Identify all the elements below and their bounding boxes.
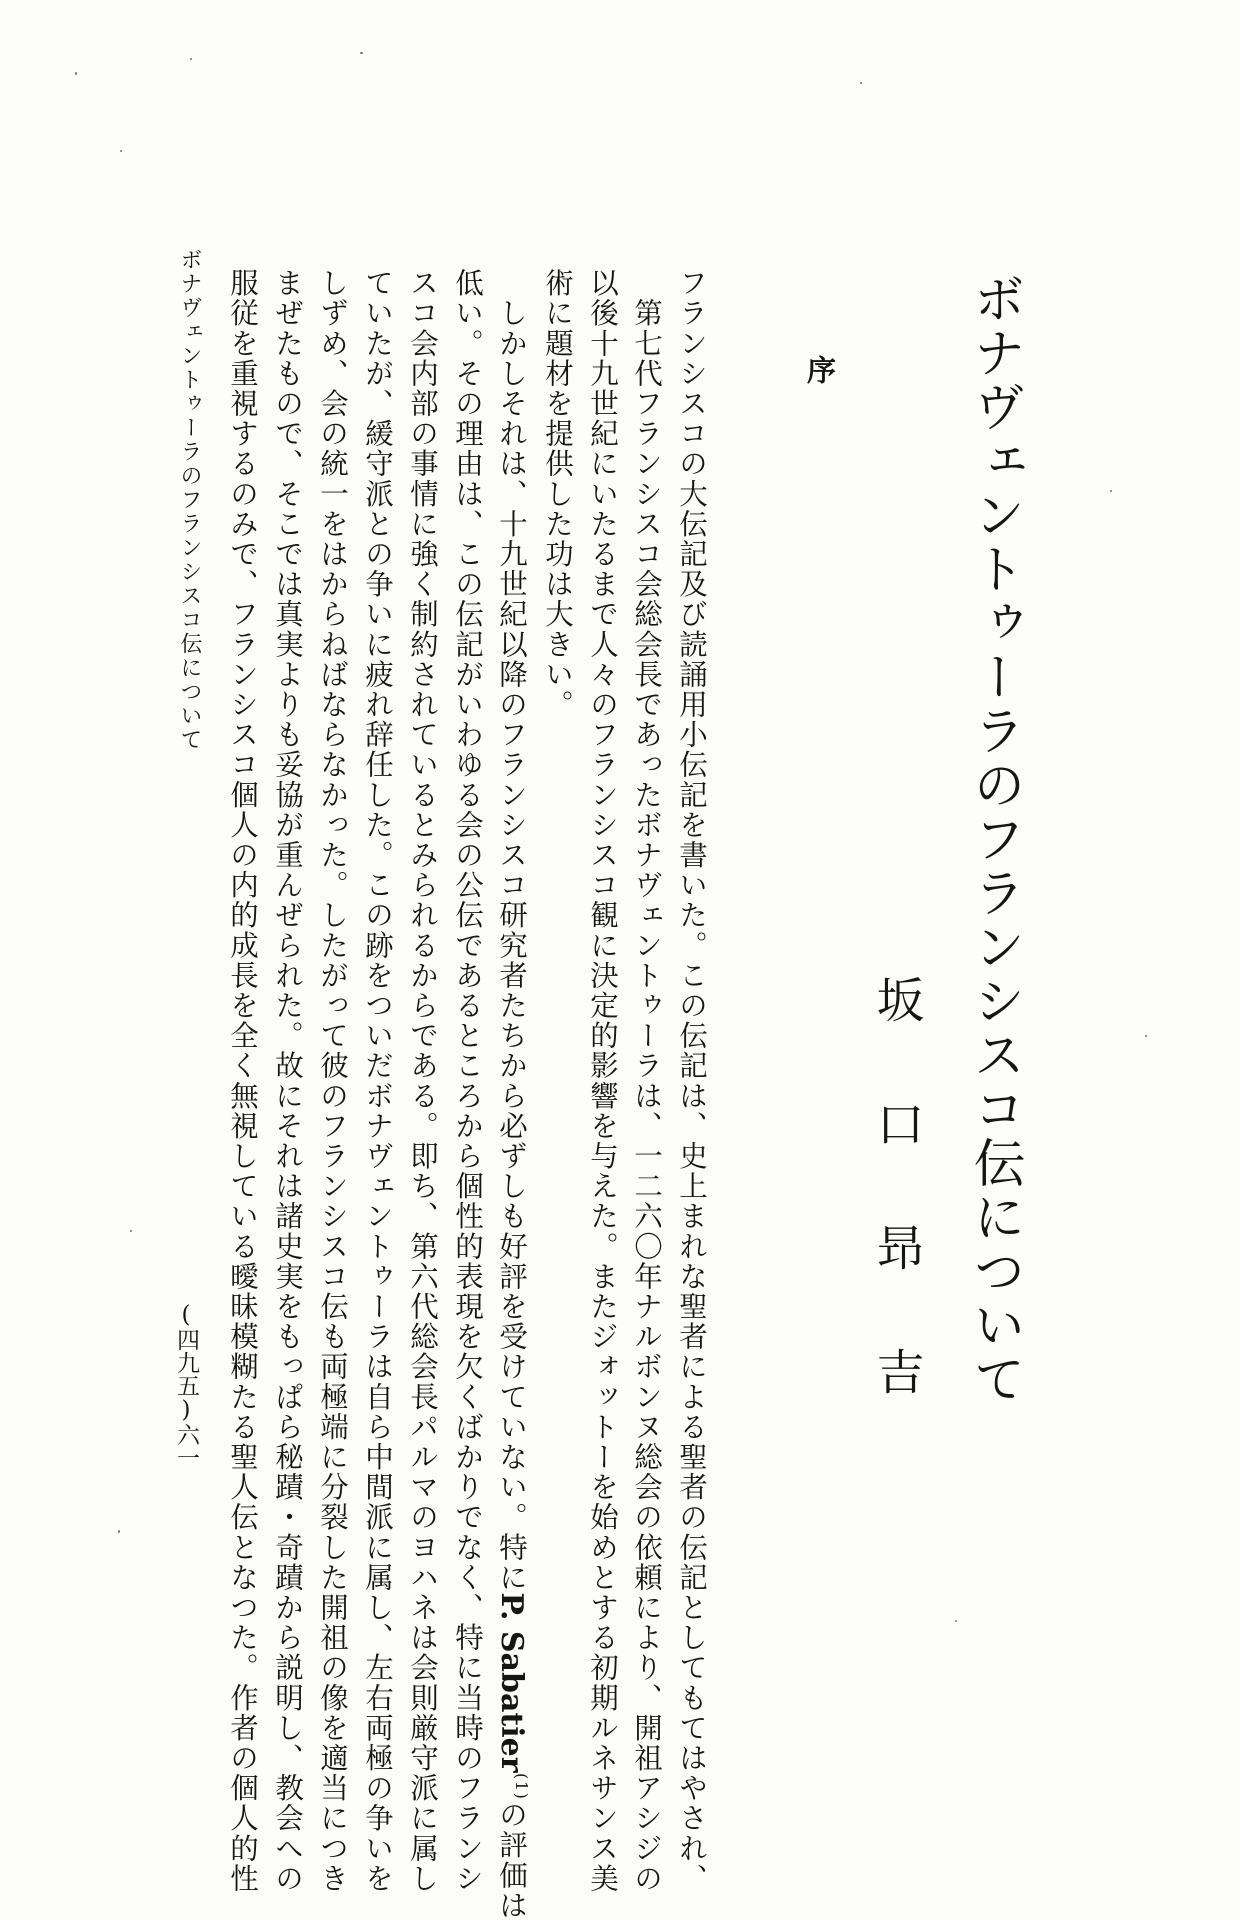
body-line: 第七代フランシスコ会総会長であったボナヴェントゥーラは、一二六〇年ナルボンヌ総会の依頼により、開祖アシジの [630, 268, 663, 1894]
scan-speck [860, 82, 862, 84]
body-line: ていたが、緩守派との争いに疲れ辞任した。この跡をついだボナヴェントゥーラは自ら中間派に属し、左右両極の争いを [361, 268, 394, 1894]
body-line: の評価は [495, 1800, 528, 1920]
author-char: 坂 [868, 975, 924, 1023]
scan-speck [1110, 490, 1112, 492]
body-line: 服従を重視するのみで、フランシスコ個人の内的成長を全く無視している曖昧模糊たる聖人伝となつた。作者の個人的性 [226, 268, 259, 1894]
body-line: まぜたもので、そこでは真実よりも妥協が重んぜられた。故にそれは諸史実をもっぱら秘蹟・奇蹟から説明し、教会への [271, 268, 304, 1894]
body-line: フランシスコの大伝記及び読誦用小伝記を書いた。この伝記は、史上まれな聖者による聖者の伝記としてもてはやされ、 [675, 268, 708, 1894]
footnote-reference: (1) [512, 1772, 531, 1801]
scan-speck [360, 52, 363, 54]
body-line: しずめ、会の統一をはからねばならなかった。したがって彼のフランシスコ伝も両極端に分裂した開祖の像を適当につき [316, 268, 349, 1894]
page-number: 六一 [173, 1423, 199, 1469]
body-line: しかしそれは、十九世紀以降のフランシスコ研究者たちから必ずしも好評を受けていない。特に [495, 268, 528, 1593]
issue-page-number: (四九五) [173, 1302, 199, 1423]
scan-speck [130, 1230, 132, 1232]
body-line: 低い。その理由は、この伝記がいわゆる会の公伝であるところから個性的表現を欠くばかりでなく、特に当時のフランシ [451, 268, 484, 1894]
body-line: 以後十九世紀にいたるまで人々のフランシスコ観に決定的影響を与えた。またジォットーを始めとする初期ルネサンス美 [586, 268, 619, 1894]
scan-speck [190, 58, 192, 60]
scan-speck [1145, 1035, 1147, 1037]
sabatier-name: P. Sabatier [494, 1592, 529, 1773]
author-name [868, 975, 924, 1395]
scan-speck [955, 1620, 957, 1622]
article-title: ボナヴェントゥーラのフランシスコ伝について [964, 272, 1024, 1406]
body-line: 術に題材を提供した功は大きい。 [541, 268, 574, 720]
body-line-with-citation [494, 268, 531, 1920]
section-heading: 序 [803, 355, 837, 384]
author-char: 昻 [868, 1223, 924, 1271]
body-line: スコ会内部の事情に強く制約されているとみられるからである。即ち、第六代総会長パルマのヨハネは会則厳守派に属し [406, 268, 439, 1894]
author-char: 口 [868, 1099, 924, 1147]
running-title: ボナヴェントゥーラのフランシスコ伝について [177, 248, 202, 752]
scan-speck [120, 150, 122, 152]
author-char: 吉 [868, 1347, 924, 1395]
page-footer [173, 1302, 199, 1469]
scan-speck [118, 1530, 120, 1533]
scan-speck [75, 72, 77, 75]
